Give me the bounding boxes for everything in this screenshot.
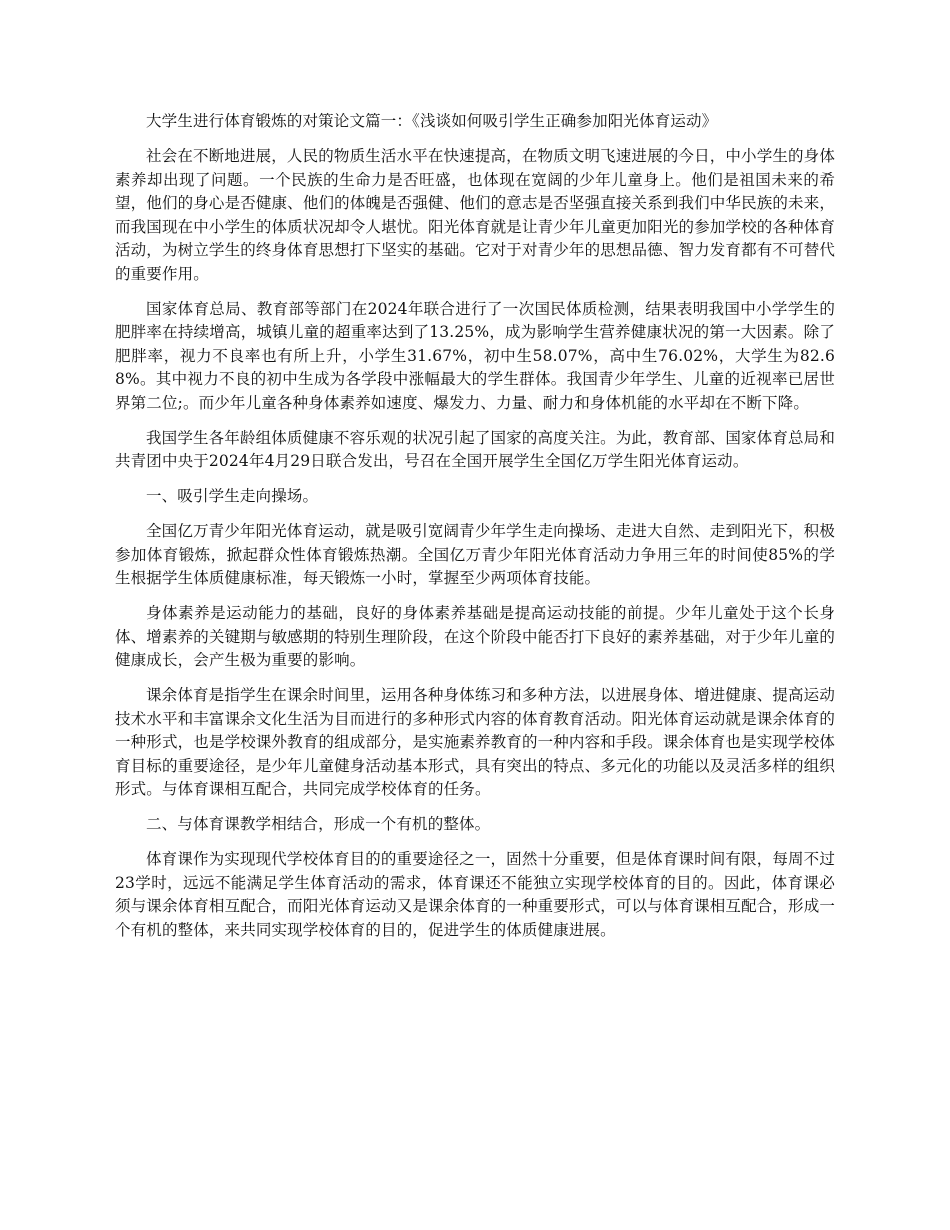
paragraph-national-attention: 我国学生各年龄组体质健康不容乐观的状况引起了国家的高度关注。为此，教育部、国家体育总局和共青团中央于2024年4月29日联合发出，号召在全国开展学生全国亿万学生阳光体育运动。 [115, 428, 835, 470]
paragraph-intro: 社会在不断地进展，人民的物质生活水平在快速提高，在物质文明飞速进展的今日，中小学生的身体素养却出现了问题。一个民族的生命力是否旺盛，也体现在宽阔的少年儿童身上。他们是祖国未来的希望，他们的身心是否健康、他们的体魄是否强健、他们的意志是否坚强直接关系到我们中华民族的未来，而我国现在中小学生的体质状况却令人堪忧。阳光体育就是让青少年儿童更加阳光的参加学校的各种体育活动，为树立学生的终身体育思想打下坚实的基础。它对于对青少年的思想品德、智力发育都有不可替代的重要作用。 [115, 147, 835, 283]
section-heading-1: 一、吸引学生走向操场。 [146, 487, 319, 505]
document-body [115, 110, 835, 954]
section-heading-2: 二、与体育课教学相结合，形成一个有机的整体。 [146, 815, 491, 833]
paragraph-physical-quality: 身体素养是运动能力的基础，良好的身体素养基础是提高运动技能的前提。少年儿童处于这个长身体、增素养的关键期与敏感期的特别生理阶段，在这个阶段中能否打下良好的素养基础，对于少年儿童的健康成长，会产生极为重要的影响。 [115, 604, 835, 669]
document-title: 大学生进行体育锻炼的对策论文篇一：《浅谈如何吸引学生正确参加阳光体育运动》 [146, 112, 718, 130]
paragraph-sunshine-sports: 全国亿万青少年阳光体育运动，就是吸引宽阔青少年学生走向操场、走进大自然、走到阳光下，积极参加体育锻炼，掀起群众性体育锻炼热潮。全国亿万青少年阳光体育活动力争用三年的时间使85%的学生根据学生体质健康标准，每天锻炼一小时，掌握至少两项体育技能。 [115, 522, 835, 587]
paragraph-extracurricular-sports: 课余体育是指学生在课余时间里，运用各种身体练习和多种方法，以进展身体、增进健康、提高运动技术水平和丰富课余文化生活为目而进行的多种形式内容的体育教育活动。阳光体育运动就是课余体育的一种形式，也是学校课外教育的组成部分，是实施素养教育的一种内容和手段。课余体育也是实现学校体育目标的重要途径，是少年儿童健身活动基本形式，具有突出的特点、多元化的功能以及灵活多样的组织形式。与体育课相互配合，共同完成学校体育的任务。 [115, 686, 835, 798]
paragraph-pe-class: 体育课作为实现现代学校体育目的的重要途径之一，固然十分重要，但是体育课时间有限，每周不过23学时，远远不能满足学生体育活动的需求，体育课还不能独立实现学校体育的目的。因此，体育课必须与课余体育相互配合，而阳光体育运动又是课余体育的一种重要形式，可以与体育课相互配合，形成一个有机的整体，来共同实现学校体育的目的，促进学生的体质健康进展。 [115, 850, 835, 939]
paragraph-statistics: 国家体育总局、教育部等部门在2024年联合进行了一次国民体质检测，结果表明我国中小学学生的肥胖率在持续增高，城镇儿童的超重率达到了13.25%，成为影响学生营养健康状况的第一大因素。除了肥胖率，视力不良率也有所上升，小学生31.67%，初中生58.07%，高中生76.02%，大学生为82.68%。其中视力不良的初中生成为各学段中涨幅最大的学生群体。我国青少年学生、儿童的近视率已居世界第二位;。而少年儿童各种身体素养如速度、爆发力、力量、耐力和身体机能的水平却在不断下降。 [115, 299, 835, 412]
